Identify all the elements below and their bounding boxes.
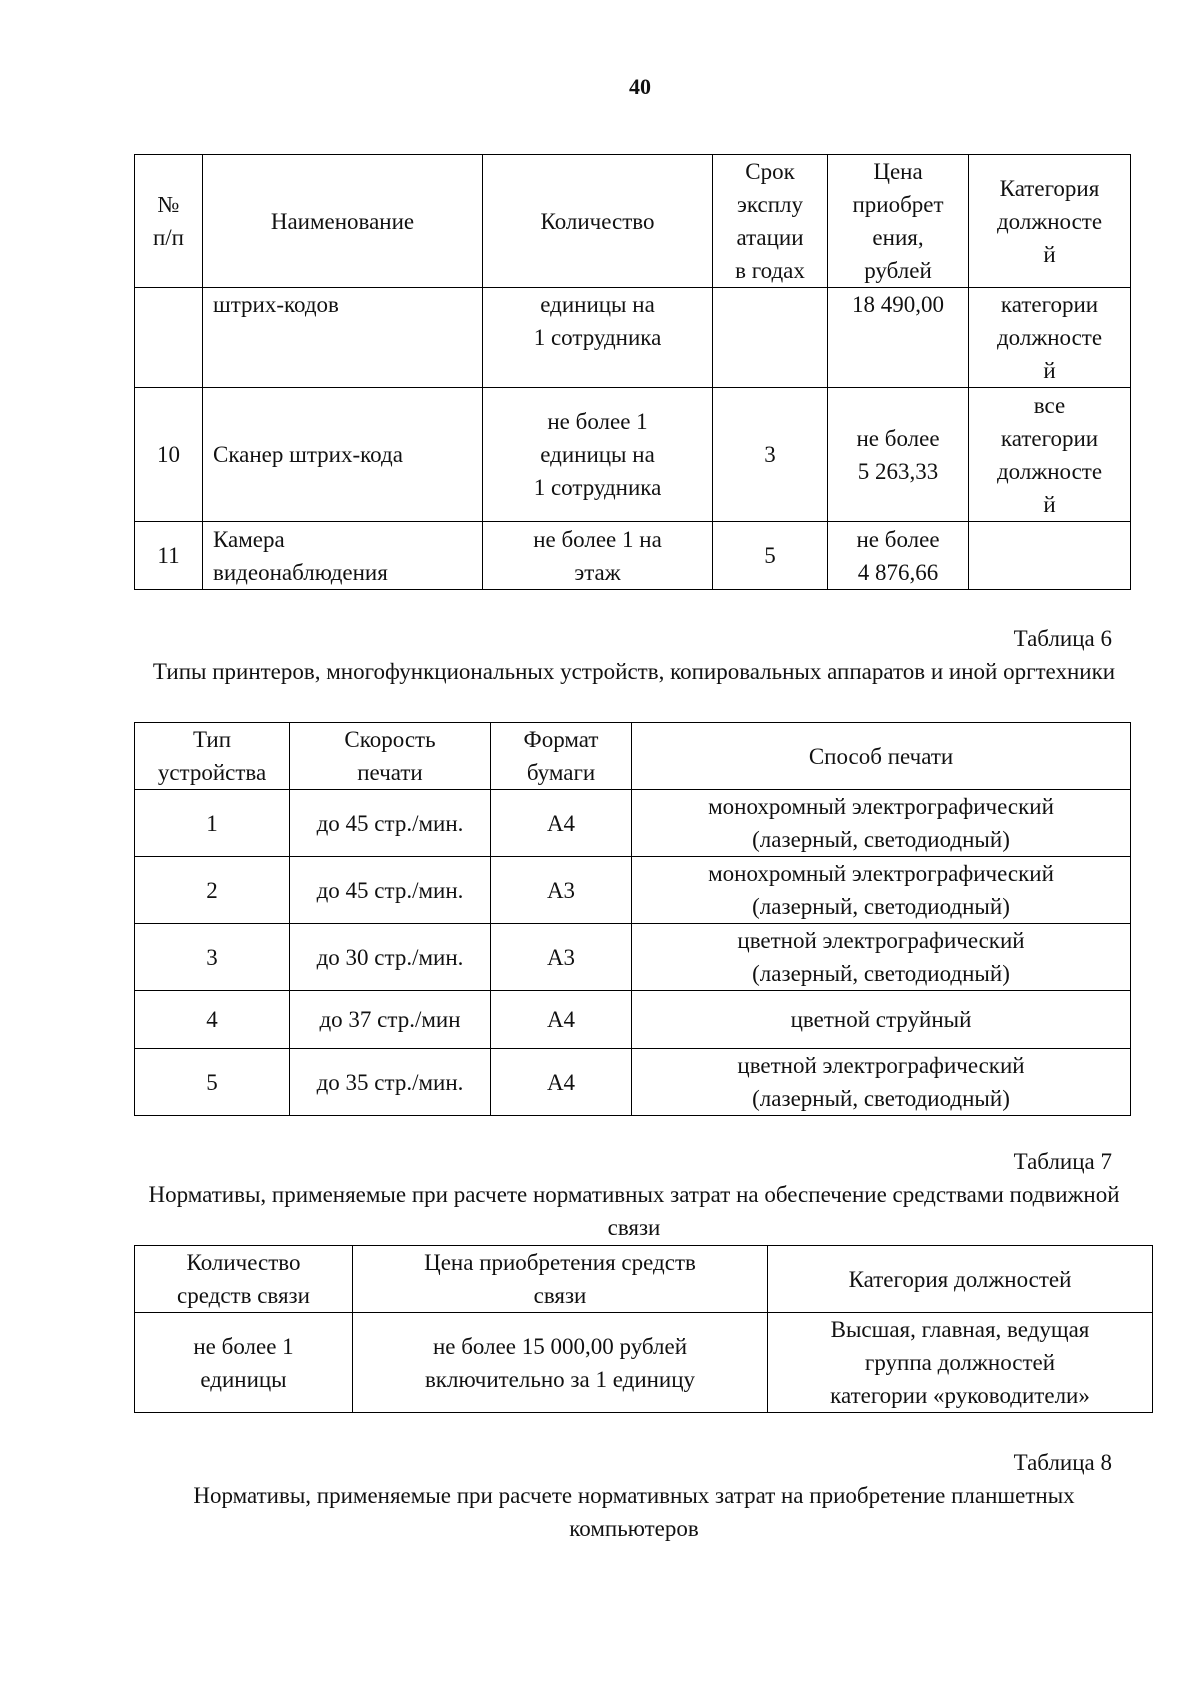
cell-print-method: цветной электрографический (лазерный, светодиодный)	[632, 924, 1131, 991]
table-row	[135, 522, 1131, 590]
header-service-life: Срок эксплу атации в годах	[713, 155, 828, 288]
cell-category	[969, 522, 1131, 590]
header-number: № п/п	[135, 155, 203, 288]
cell-position-category: Высшая, главная, ведущая группа должностей категории «руководители»	[768, 1313, 1153, 1413]
cell-service-life: 3	[713, 388, 828, 522]
header-category: Категория должносте й	[969, 155, 1131, 288]
cell-name: Камера видеонаблюдения	[203, 522, 483, 590]
cell-device-type: 2	[135, 857, 290, 924]
cell-device-type: 3	[135, 924, 290, 991]
cell-print-speed: до 30 стр./мин.	[290, 924, 491, 991]
cell-category: категории должносте й	[969, 288, 1131, 388]
cell-number	[135, 288, 203, 388]
cell-category: все категории должносте й	[969, 388, 1131, 522]
header-name: Наименование	[203, 155, 483, 288]
table-7-title: Нормативы, применяемые при расчете нормативных затрат на обеспечение средствами подвижной связи	[148, 1182, 1120, 1240]
table-row	[135, 924, 1131, 991]
cell-service-life: 5	[713, 522, 828, 590]
table-6-title: Типы принтеров, многофункциональных устройств, копировальных аппаратов и иной оргтехники	[152, 659, 1116, 684]
table-7-label: Таблица 7	[1013, 1149, 1112, 1174]
cell-number: 10	[135, 388, 203, 522]
cell-print-method: монохромный электрографический (лазерный, светодиодный)	[632, 857, 1131, 924]
equipment-table	[134, 154, 1131, 590]
cell-device-count: не более 1 единицы	[135, 1313, 353, 1413]
header-device-count: Количество средств связи	[135, 1246, 353, 1313]
cell-quantity: не более 1 на этаж	[483, 522, 713, 590]
table-6-label: Таблица 6	[1013, 626, 1112, 651]
cell-device-type: 1	[135, 790, 290, 857]
cell-name: штрих-кодов	[203, 288, 483, 388]
header-device-type: Тип устройства	[135, 723, 290, 790]
cell-print-speed: до 35 стр./мин.	[290, 1049, 491, 1116]
cell-paper-format: А4	[491, 991, 632, 1049]
header-quantity: Количество	[483, 155, 713, 288]
cell-number: 11	[135, 522, 203, 590]
header-print-method: Способ печати	[632, 723, 1131, 790]
table-row	[135, 1049, 1131, 1116]
cell-service-life	[713, 288, 828, 388]
cell-price: 18 490,00	[828, 288, 969, 388]
cell-quantity: не более 1 единицы на 1 сотрудника	[483, 388, 713, 522]
cell-paper-format: А3	[491, 924, 632, 991]
table-row	[135, 288, 1131, 388]
table-8-label: Таблица 8	[1013, 1450, 1112, 1475]
mobile-communication-table	[134, 1245, 1153, 1413]
table-8-title: Нормативы, применяемые при расчете нормативных затрат на приобретение планшетных компьютеров	[193, 1483, 1075, 1541]
cell-device-type: 4	[135, 991, 290, 1049]
cell-quantity: единицы на 1 сотрудника	[483, 288, 713, 388]
table-row	[135, 790, 1131, 857]
cell-price: не более 5 263,33	[828, 388, 969, 522]
table-header-row	[135, 723, 1131, 790]
cell-print-speed: до 45 стр./мин.	[290, 790, 491, 857]
header-price: Цена приобрет ения, рублей	[828, 155, 969, 288]
table-header-row	[135, 155, 1131, 288]
cell-paper-format: А4	[491, 1049, 632, 1116]
cell-print-method: монохромный электрографический (лазерный, светодиодный)	[632, 790, 1131, 857]
table-row	[135, 1313, 1153, 1413]
table-row	[135, 991, 1131, 1049]
table-header-row	[135, 1246, 1153, 1313]
cell-price: не более 4 876,66	[828, 522, 969, 590]
header-position-category: Категория должностей	[768, 1246, 1153, 1313]
cell-paper-format: А4	[491, 790, 632, 857]
printer-types-table	[134, 722, 1131, 1116]
cell-print-speed: до 45 стр./мин.	[290, 857, 491, 924]
cell-purchase-price: не более 15 000,00 рублей включительно за 1 единицу	[353, 1313, 768, 1413]
cell-print-method: цветной струйный	[632, 991, 1131, 1049]
header-paper-format: Формат бумаги	[491, 723, 632, 790]
cell-paper-format: А3	[491, 857, 632, 924]
cell-name: Сканер штрих-кода	[203, 388, 483, 522]
table-row	[135, 388, 1131, 522]
page-number: 40	[629, 74, 651, 99]
table-row	[135, 857, 1131, 924]
header-purchase-price: Цена приобретения средств связи	[353, 1246, 768, 1313]
cell-device-type: 5	[135, 1049, 290, 1116]
cell-print-method: цветной электрографический (лазерный, светодиодный)	[632, 1049, 1131, 1116]
cell-print-speed: до 37 стр./мин	[290, 991, 491, 1049]
header-print-speed: Скорость печати	[290, 723, 491, 790]
